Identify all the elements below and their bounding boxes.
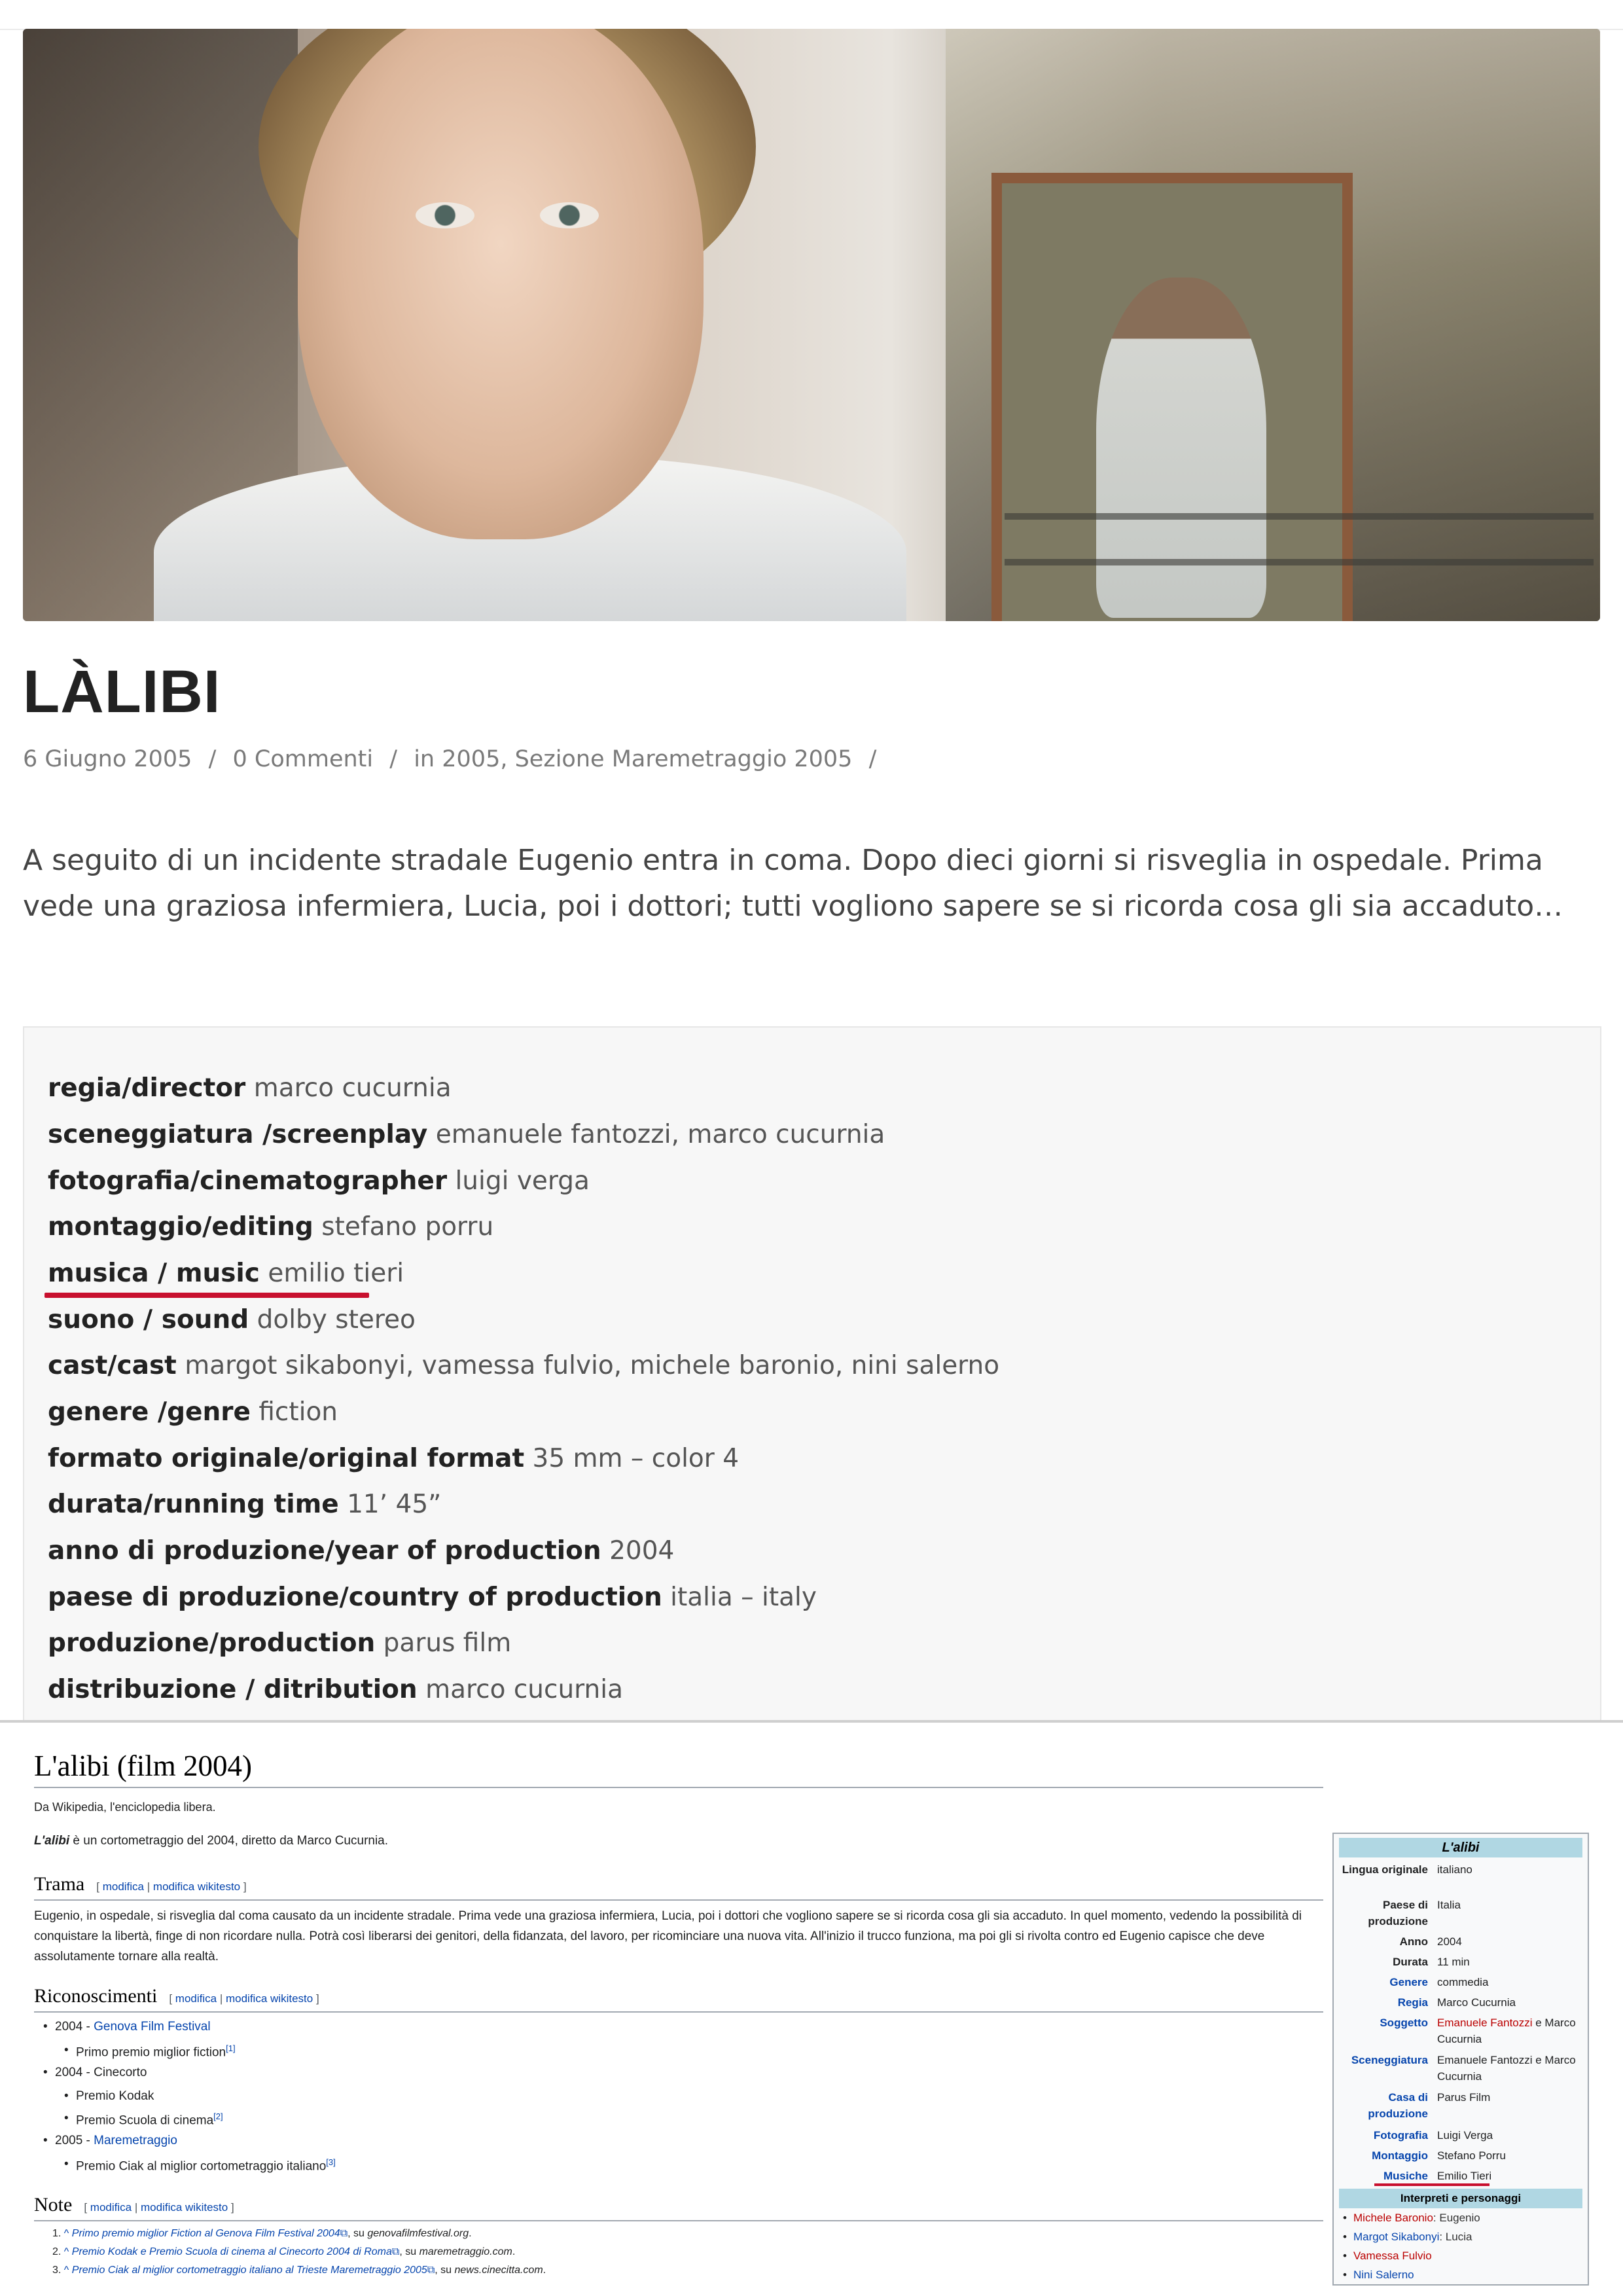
wiki-tagline: Da Wikipedia, l'enciclopedia libera. xyxy=(34,1801,216,1814)
top-bar xyxy=(0,0,1623,30)
cast-item xyxy=(1353,2267,1414,2283)
heading-note: Note [ modifica | modifica wikitesto ] xyxy=(34,2194,234,2215)
title-rule xyxy=(34,1787,1323,1788)
genova-link[interactable]: Genova Film Festival xyxy=(94,2020,211,2034)
edit-link[interactable]: modifica xyxy=(175,1992,217,2005)
award-item: • 2004 - Cinecorto xyxy=(55,2066,147,2080)
article-meta xyxy=(23,746,885,772)
heading-trama: Trama [ modifica | modifica wikitesto ] xyxy=(34,1873,247,1895)
note-link[interactable]: Primo premio miglior Fiction al Genova Film Festival 2004 xyxy=(71,2228,340,2239)
ref-link[interactable]: [3] xyxy=(326,2157,336,2167)
credit-line: produzione/production parus film xyxy=(48,1628,512,1658)
award-item: • 2004 - Genova Film Festival xyxy=(55,2020,211,2034)
cast-item xyxy=(1353,2248,1432,2264)
heading-riconoscimenti: Riconoscimenti [ modifica | modifica wikitesto ] xyxy=(34,1985,319,2007)
meta-separator: / xyxy=(868,746,877,772)
credit-line-music: musica / music emilio tieri xyxy=(48,1259,404,1288)
wiki-lead: L'alibi è un cortometraggio del 2004, diretto da Marco Cucurnia. xyxy=(34,1834,389,1848)
article-title: LÀLIBI xyxy=(23,658,221,725)
cast-link[interactable]: Michele Baronio xyxy=(1353,2212,1433,2224)
award-subitem: • Primo premio miglior fiction[1] xyxy=(76,2043,236,2060)
maremetraggio-link[interactable]: Maremetraggio xyxy=(94,2134,177,2147)
note-item: 1. ^ Primo premio miglior Fiction al Genova Film Festival 2004⧉, su genovafilmfestival.org. xyxy=(52,2228,472,2239)
external-link-icon: ⧉ xyxy=(340,2228,348,2239)
edit-wikitext-link[interactable]: modifica wikitesto xyxy=(141,2201,228,2214)
note-link[interactable]: Premio Kodak e Premio Scuola di cinema al Cinecorto 2004 di Roma xyxy=(71,2246,392,2257)
hero-photo xyxy=(23,29,1600,621)
article-intro: A seguito di un incidente stradale Eugenio entra in coma. Dopo dieci giorni si risveglia in ospedale. Prima vede una graziosa infermiera, Lucia, poi i dottori; tutti vogliono sapere se si ricorda cosa gli sia accaduto… xyxy=(23,844,1563,923)
doctor-figure xyxy=(1096,278,1266,618)
edit-link[interactable]: modifica xyxy=(102,1880,145,1893)
award-subitem: • Premio Scuola di cinema[2] xyxy=(76,2111,223,2128)
bed-rail xyxy=(1005,513,1594,565)
award-subitem: • Premio Ciak al miglior cortometraggio italiano[3] xyxy=(76,2157,336,2174)
credit-line: anno di produzione/year of production 2004 xyxy=(48,1536,675,1566)
edit-wikitext-link[interactable]: modifica wikitesto xyxy=(152,1880,241,1893)
note-item: 2. ^ Premio Kodak e Premio Scuola di cinema al Cinecorto 2004 di Roma⧉, su maremetraggio.com. xyxy=(52,2246,516,2257)
credit-line: paese di produzione/country of production italia – italy xyxy=(48,1583,817,1612)
cast-link[interactable]: Nini Salerno xyxy=(1353,2269,1414,2281)
infobox-title: L'alibi xyxy=(1339,1838,1582,1857)
right-eye xyxy=(540,202,599,228)
heading-rule xyxy=(34,2220,1323,2221)
credit-line: regia/director marco cucurnia xyxy=(48,1073,452,1103)
external-link-icon: ⧉ xyxy=(391,2246,400,2257)
edit-wikitext-link[interactable]: modifica wikitesto xyxy=(225,1992,313,2005)
meta-separator: / xyxy=(389,746,398,772)
credit-line: durata/running time 11’ 45” xyxy=(48,1490,442,1519)
external-link-icon: ⧉ xyxy=(427,2265,435,2276)
infobox: L'alibi Lingua originale italiano Paese di produzione Italia Anno 2004 Durata 11 min Genere commedia Regia Marco Cucurnia Soggetto Emanuele Fantozzi e Marco Cucurnia Sceneggiatura Emanuele Fantozzi e Marco Cucurnia Casa di produzione Parus Film Fotografia Luigi Verga Montaggio Stefano Porru Musiche Emilio Tieri Interpreti e personaggi • Michele Baronio: Eugenio • Margot Sikabonyi: Lucia • Vamessa Fulvio • Nini Salerno xyxy=(1332,1833,1589,2286)
note-item: 3. ^ Premio Ciak al miglior cortometraggio italiano al Trieste Maremetraggio 2005⧉, su news.cinecitta.com. xyxy=(52,2265,546,2276)
section-divider xyxy=(0,1720,1623,1723)
heading-rule xyxy=(34,2011,1323,2013)
left-eye xyxy=(416,202,474,228)
credit-line: suono / sound dolby stereo xyxy=(48,1305,416,1335)
note-link[interactable]: Premio Ciak al miglior cortometraggio italiano al Trieste Maremetraggio 2005 xyxy=(71,2265,427,2276)
wiki-page-title: L'alibi (film 2004) xyxy=(34,1749,253,1782)
comments-link[interactable]: 0 Commenti xyxy=(232,746,374,772)
credit-line: sceneggiatura /screenplay emanuele fantozzi, marco cucurnia xyxy=(48,1120,885,1149)
meta-separator: / xyxy=(208,746,217,772)
credit-line: fotografia/cinematographer luigi verga xyxy=(48,1166,590,1196)
category-links[interactable]: 2005, Sezione Maremetraggio 2005 xyxy=(442,746,853,772)
heading-rule xyxy=(34,1899,1323,1901)
highlight-underline xyxy=(45,1293,369,1298)
article-date: 6 Giugno 2005 xyxy=(23,746,192,772)
trama-text: Eugenio, in ospedale, si risveglia dal coma causato da un incidente stradale. Prima vede una graziosa infermiera, Lucia, poi i dottori che vogliono sapere se si ricorda cosa gli sia accaduto. In quel momento, vedendo la possibilità di conquistare la libertà, finge di non ricordare nulla. Potrà così liberarsi dei genitori, della fidanzata, del lavoro, per ricominciare una nuova vita. All'inizio il trucco funziona, ma poi gli si rivolta contro ed Eugenio capisce che deve assolutamente tornare alla realtà. xyxy=(34,1909,1302,1964)
meta-in: in xyxy=(414,746,435,772)
cast-link[interactable]: Vamessa Fulvio xyxy=(1353,2250,1432,2262)
ref-link[interactable]: [1] xyxy=(226,2043,236,2053)
credit-line: distribuzione / ditribution marco cucurnia xyxy=(48,1675,623,1704)
ref-link[interactable]: [2] xyxy=(213,2111,223,2121)
award-subitem: • Premio Kodak xyxy=(76,2089,154,2104)
credit-line: genere /genre fiction xyxy=(48,1397,338,1427)
credit-line: montaggio/editing stefano porru xyxy=(48,1212,494,1242)
cast-link[interactable]: Margot Sikabonyi xyxy=(1353,2231,1440,2243)
face-shape xyxy=(298,29,704,539)
cast-item: • Margot Sikabonyi: Lucia xyxy=(1353,2229,1472,2245)
cast-item: • Michele Baronio: Eugenio xyxy=(1353,2210,1480,2226)
credit-line: cast/cast margot sikabonyi, vamessa fulvio, michele baronio, nini salerno xyxy=(48,1351,1000,1380)
edit-link[interactable]: modifica xyxy=(90,2201,132,2214)
award-item: • 2005 - Maremetraggio xyxy=(55,2134,177,2148)
credit-line: formato originale/original format 35 mm – color 4 xyxy=(48,1444,740,1473)
musiche-underline xyxy=(1374,2183,1489,2186)
infobox-cast-heading: Interpreti e personaggi xyxy=(1339,2189,1582,2208)
